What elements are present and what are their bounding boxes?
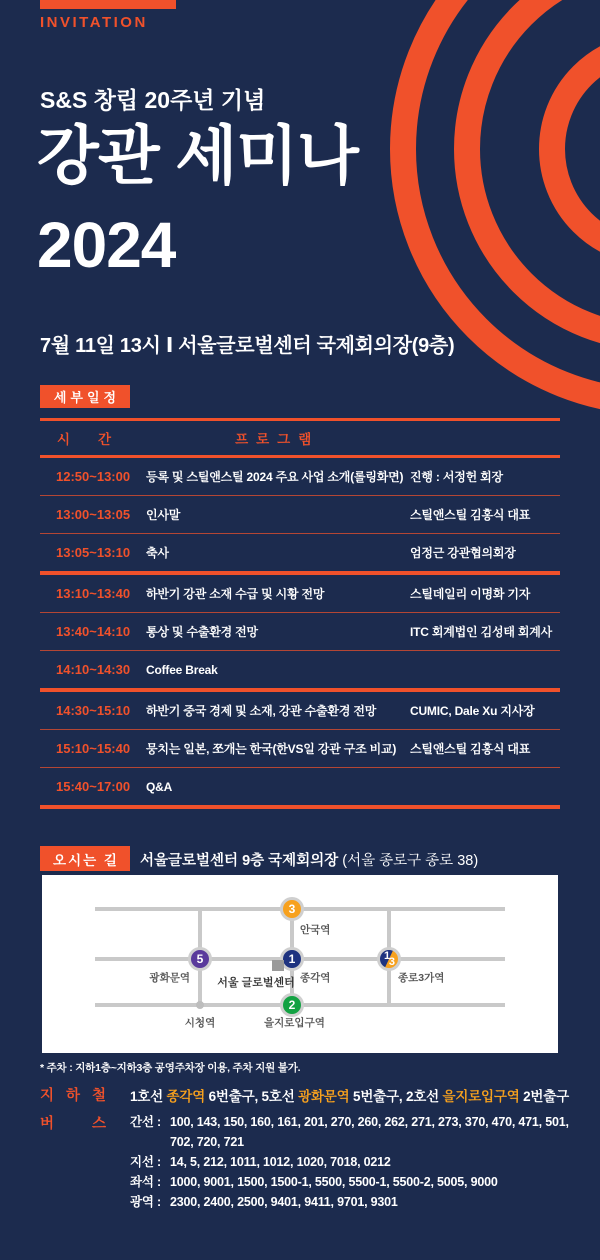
subway-map	[42, 875, 558, 1053]
subway-row-label: 지 하 철	[40, 1088, 106, 1104]
anniversary-subtitle: S&S 창립 20주년 기념	[40, 87, 266, 113]
bus-line	[130, 1132, 570, 1152]
parking-note: * 주차 : 지하1층~지하3층 공영주차장 이용, 주차 지원 불가.	[40, 1062, 301, 1074]
schedule-row	[40, 651, 560, 692]
schedule-row	[40, 458, 560, 496]
schedule-time: 12:50~13:00	[56, 469, 131, 484]
schedule-section-label: 세부일정	[40, 385, 130, 408]
bus-line	[130, 1152, 570, 1172]
station-badge-line5-icon	[188, 947, 212, 971]
line3-number: 3	[288, 902, 296, 916]
schedule-row	[40, 613, 560, 651]
line3-number: 3	[388, 956, 395, 968]
station-badge-line3-icon	[280, 897, 304, 921]
station-badge-line1-3-icon	[377, 947, 401, 971]
directions-venue-line	[140, 849, 478, 870]
station-badge-line2-icon	[280, 993, 304, 1017]
bus-line-numbers: 1000, 9001, 1500, 1500-1, 5500, 5500-1, 5500-2, 5005, 9000	[170, 1175, 498, 1189]
schedule-time: 13:40~14:10	[56, 624, 131, 639]
line2-number: 2	[288, 998, 296, 1012]
bus-line-type: 간선 :	[130, 1115, 161, 1129]
directions-section-label: 오시는 길	[40, 846, 130, 871]
schedule-program: Coffee Break	[146, 662, 218, 677]
schedule-col-program: 프로그램	[235, 432, 320, 447]
venue-address: (서울 종로구 종로 38)	[342, 853, 479, 869]
schedule-program: 하반기 강관 소재 수급 및 시황 전망	[146, 587, 325, 601]
poster-title-line1: 강관 세미나	[37, 120, 358, 192]
station-label-cityhall: 시청역	[184, 1017, 216, 1029]
bus-line	[130, 1192, 570, 1212]
bus-line	[130, 1112, 570, 1132]
bus-line-numbers: 100, 143, 150, 160, 161, 201, 270, 260, 262, 271, 273, 370, 470, 471, 501,	[170, 1115, 569, 1129]
station-label-jongno3ga: 종로3가역	[398, 972, 445, 984]
schedule-speaker: 스틸앤스틸 김홍식 대표	[410, 508, 531, 522]
schedule-time: 13:00~13:05	[56, 507, 131, 522]
schedule-program: 축사	[146, 546, 169, 560]
bus-line-type	[130, 1132, 170, 1152]
schedule-time: 15:10~15:40	[56, 741, 131, 756]
poster-title	[37, 112, 358, 290]
building-label: 서울 글로벌센터	[217, 977, 295, 989]
cityhall-station-dot-icon	[196, 1001, 204, 1009]
station-label-jonggak: 종각역	[300, 972, 331, 984]
schedule-speaker: 스틸데일리 이명화 기자	[410, 587, 531, 601]
schedule-program: Q&A	[146, 779, 173, 794]
schedule-speaker: CUMIC, Dale Xu 지사장	[410, 704, 535, 718]
line1-number: 1	[384, 950, 391, 962]
schedule-row	[40, 496, 560, 534]
schedule-time: 13:05~13:10	[56, 545, 131, 560]
schedule-row	[40, 768, 560, 809]
station-label-euljiro: 을지로입구역	[264, 1017, 325, 1029]
bus-line-type: 좌석 :	[130, 1175, 161, 1189]
schedule-time: 13:10~13:40	[56, 586, 131, 601]
bus-info-block	[130, 1112, 570, 1212]
schedule-row	[40, 575, 560, 613]
schedule-program: 통상 및 수출환경 전망	[146, 625, 258, 639]
schedule-speaker: ITC 회계법인 김성태 회계사	[410, 625, 553, 639]
schedule-speaker: 진행 : 서정헌 회장	[410, 470, 503, 484]
event-date-venue: 7월 11일 13시 Ⅰ 서울글로벌센터 국제회의장(9층)	[40, 335, 455, 357]
line1-number: 1	[288, 952, 296, 966]
schedule-program: 뭉치는 일본, 쪼개는 한국(한VS일 강관 구조 비교)	[146, 742, 397, 756]
bus-row-label: 버 스	[40, 1116, 106, 1132]
top-accent-bar	[40, 0, 176, 9]
schedule-time: 14:30~15:10	[56, 703, 131, 718]
schedule-table	[40, 418, 560, 809]
station-label-gwanghwamun: 광화문역	[149, 972, 190, 984]
bus-line-numbers: 702, 720, 721	[170, 1135, 244, 1149]
bus-line-type: 광역 :	[130, 1195, 161, 1209]
line5-number: 5	[196, 952, 204, 966]
schedule-time: 15:40~17:00	[56, 779, 131, 794]
bus-line-numbers: 14, 5, 212, 1011, 1012, 1020, 7018, 0212	[170, 1155, 391, 1169]
schedule-row	[40, 534, 560, 575]
schedule-table-header	[40, 421, 560, 458]
schedule-col-time: 시간	[57, 432, 140, 447]
invitation-label: INVITATION	[40, 14, 148, 31]
venue-name: 서울글로벌센터 9층 국제회의장	[140, 853, 339, 869]
schedule-speaker: 엄정근 강관협의회장	[410, 546, 516, 560]
schedule-program: 인사말	[146, 508, 181, 522]
poster-title-line2: 2024	[37, 209, 176, 281]
schedule-program: 하반기 중국 경제 및 소재, 강관 수출환경 전망	[146, 704, 377, 718]
schedule-program: 등록 및 스틸앤스틸 2024 주요 사업 소개(롤링화면)	[146, 470, 404, 484]
station-label-anguk: 안국역	[300, 924, 331, 936]
bus-line	[130, 1172, 570, 1192]
subway-exits-info: 1호선 종각역 6번출구, 5호선 광화문역 5번출구, 2호선 을지로입구역 2번출구	[130, 1089, 569, 1104]
schedule-row	[40, 730, 560, 768]
schedule-speaker: 스틸앤스틸 김홍식 대표	[410, 742, 531, 756]
building-icon	[272, 960, 284, 971]
bus-line-type: 지선 :	[130, 1155, 161, 1169]
schedule-row	[40, 692, 560, 730]
bus-line-numbers: 2300, 2400, 2500, 9401, 9411, 9701, 9301	[170, 1195, 398, 1209]
schedule-time: 14:10~14:30	[56, 662, 131, 677]
